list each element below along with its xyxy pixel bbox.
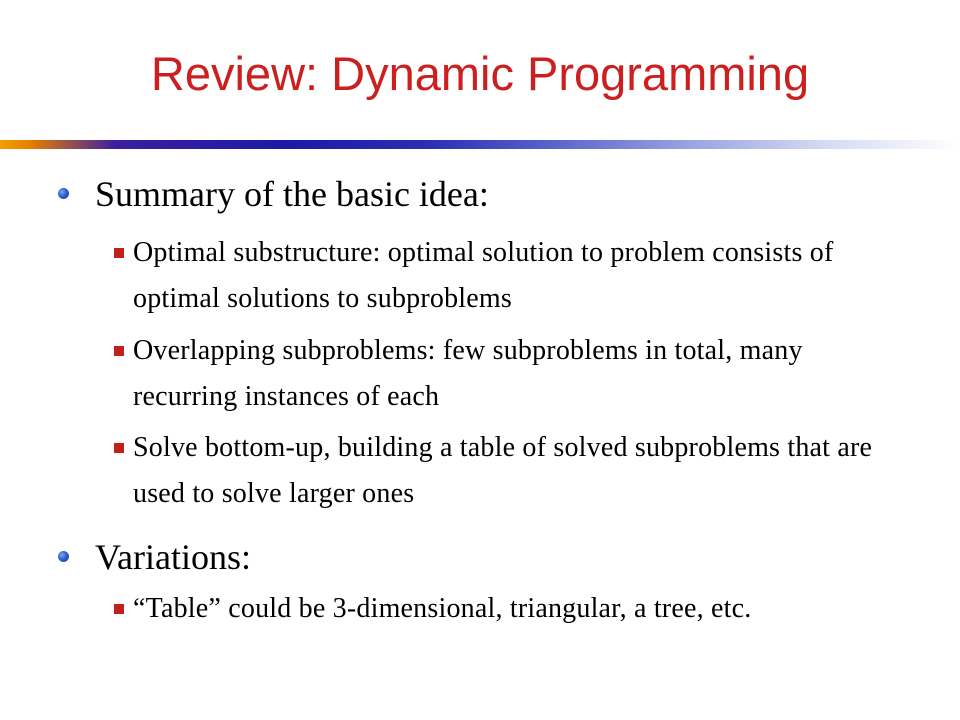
- sub-bullet-solve-bottom-up: Solve bottom-up, building a table of solved subproblems that are used to solve larger ones: [133, 432, 873, 509]
- bullet-summary: Summary of the basic idea:: [95, 174, 489, 214]
- slide-title: Review: Dynamic Programming: [150, 47, 810, 100]
- sub-bullet-overlapping-subproblems: Overlapping subproblems: few subproblems in total, many recurring instances of each: [133, 335, 803, 412]
- bullet-variations: Variations:: [95, 537, 251, 577]
- bullet-square-icon: [114, 346, 124, 356]
- bullet-dot-icon: [58, 551, 69, 562]
- bullet-square-icon: [114, 604, 124, 614]
- bullet-dot-icon: [58, 188, 69, 199]
- sub-bullet-table-variations: “Table” could be 3-dimensional, triangular, a tree, etc.: [133, 593, 752, 624]
- bullet-square-icon: [114, 248, 124, 258]
- sub-bullet-optimal-substructure: Optimal substructure: optimal solution to problem consists of optimal solutions to subproblems: [133, 237, 834, 314]
- bullet-square-icon: [114, 443, 124, 453]
